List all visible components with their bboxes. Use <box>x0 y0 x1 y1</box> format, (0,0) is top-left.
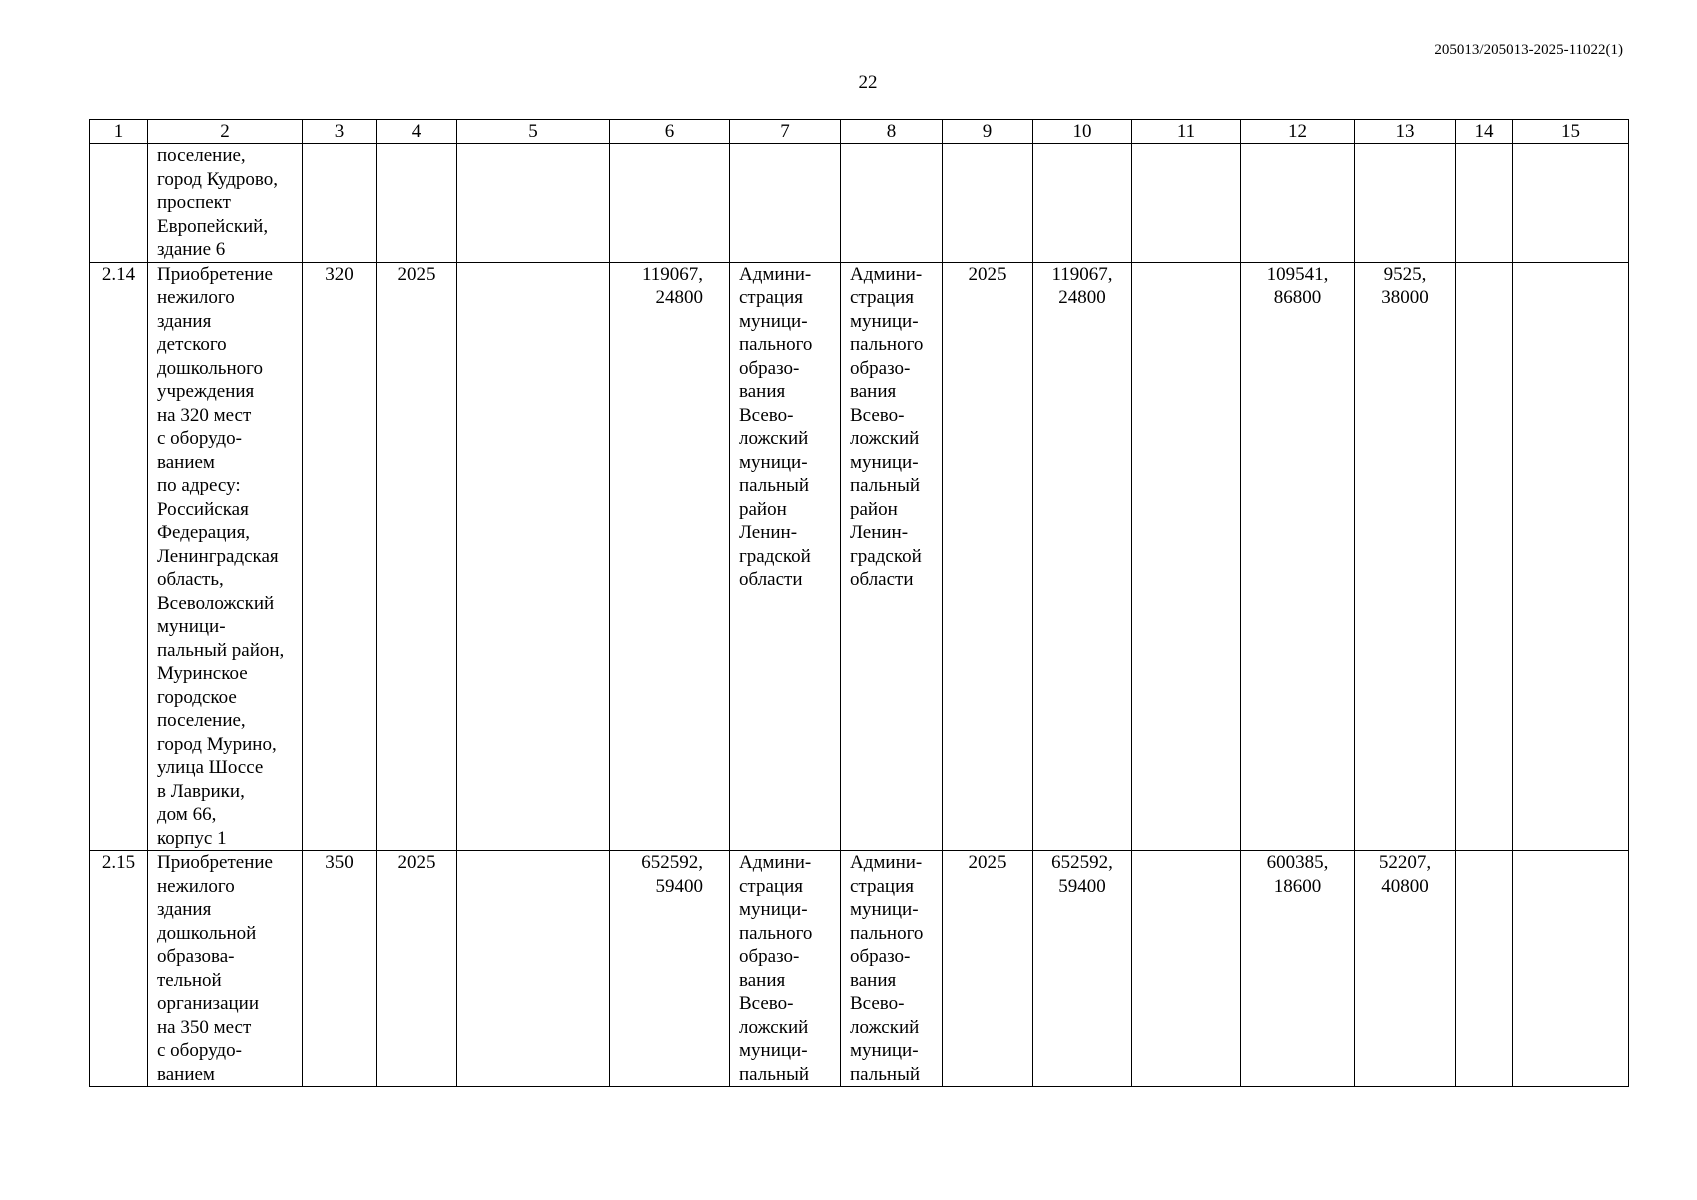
table-cell <box>457 144 610 263</box>
table-cell <box>1456 262 1513 851</box>
year-cell: 2025 <box>377 851 457 1087</box>
executor-cell: Админи- страция муници- пального образо- вания Всево- ложский муници- пальный <box>841 851 943 1087</box>
column-header: 10 <box>1033 120 1132 144</box>
amount-cell: 119067, 24800 <box>610 262 730 851</box>
customer-cell <box>730 144 841 263</box>
year-cell: 2025 <box>943 851 1033 1087</box>
year-cell: 2025 <box>377 262 457 851</box>
column-header: 13 <box>1355 120 1456 144</box>
table-cell <box>457 851 610 1087</box>
column-number-row <box>90 120 1629 144</box>
amount-cell: 652592, 59400 <box>1033 851 1132 1087</box>
column-header: 2 <box>148 120 303 144</box>
year-cell <box>377 144 457 263</box>
capacity-cell <box>303 144 377 263</box>
column-header: 1 <box>90 120 148 144</box>
year-cell: 2025 <box>943 262 1033 851</box>
amount-cell <box>1355 144 1456 263</box>
program-table <box>89 119 1629 1087</box>
column-header: 7 <box>730 120 841 144</box>
table-cell <box>1132 262 1241 851</box>
object-description-cell: поселение, город Кудрово, проспект Европейский, здание 6 <box>148 144 303 263</box>
customer-cell: Админи- страция муници- пального образо- вания Всево- ложский муници- пальный <box>730 851 841 1087</box>
table-cell <box>1132 851 1241 1087</box>
column-header: 6 <box>610 120 730 144</box>
amount-cell: 52207, 40800 <box>1355 851 1456 1087</box>
column-header: 4 <box>377 120 457 144</box>
table-cell <box>1513 851 1629 1087</box>
row-number-cell: 2.14 <box>90 262 148 851</box>
amount-cell <box>1241 144 1355 263</box>
executor-cell: Админи- страция муници- пального образо- вания Всево- ложский муници- пальный район Ленин- градской области <box>841 262 943 851</box>
executor-cell <box>841 144 943 263</box>
table-cell <box>1513 262 1629 851</box>
page-number: 22 <box>858 72 878 93</box>
row-number-cell <box>90 144 148 263</box>
capacity-cell: 320 <box>303 262 377 851</box>
table-cell <box>1513 144 1629 263</box>
column-header: 5 <box>457 120 610 144</box>
capacity-cell: 350 <box>303 851 377 1087</box>
column-header: 14 <box>1456 120 1513 144</box>
object-description-cell: Приобретение нежилого здания дошкольной образова- тельной организации на 350 мест с оборудо- ванием <box>148 851 303 1087</box>
year-cell <box>943 144 1033 263</box>
amount-cell: 9525, 38000 <box>1355 262 1456 851</box>
amount-cell: 652592, 59400 <box>610 851 730 1087</box>
object-description-cell: Приобретение нежилого здания детского дошкольного учреждения на 320 мест с оборудо- ванием по адресу: Российская Федерация, Ленинградская область, Всеволожский муници- пальный район, Муринское городское поселение, город Мурино, улица Шоссе в Лаврики, дом 66, корпус 1 <box>148 262 303 851</box>
table-cell <box>1456 851 1513 1087</box>
table-row <box>90 851 1629 1087</box>
table-cell <box>1456 144 1513 263</box>
amount-cell: 600385, 18600 <box>1241 851 1355 1087</box>
column-header: 8 <box>841 120 943 144</box>
column-header: 15 <box>1513 120 1629 144</box>
table-row <box>90 262 1629 851</box>
column-header: 12 <box>1241 120 1355 144</box>
amount-cell <box>610 144 730 263</box>
table-row <box>90 144 1629 263</box>
amount-cell: 119067, 24800 <box>1033 262 1132 851</box>
customer-cell: Админи- страция муници- пального образо- вания Всево- ложский муници- пальный район Ленин- градской области <box>730 262 841 851</box>
table-cell <box>1132 144 1241 263</box>
amount-cell: 109541, 86800 <box>1241 262 1355 851</box>
row-number-cell: 2.15 <box>90 851 148 1087</box>
column-header: 11 <box>1132 120 1241 144</box>
table-cell <box>457 262 610 851</box>
amount-cell <box>1033 144 1132 263</box>
column-header: 3 <box>303 120 377 144</box>
column-header: 9 <box>943 120 1033 144</box>
document-id: 205013/205013-2025-11022(1) <box>1434 42 1623 58</box>
